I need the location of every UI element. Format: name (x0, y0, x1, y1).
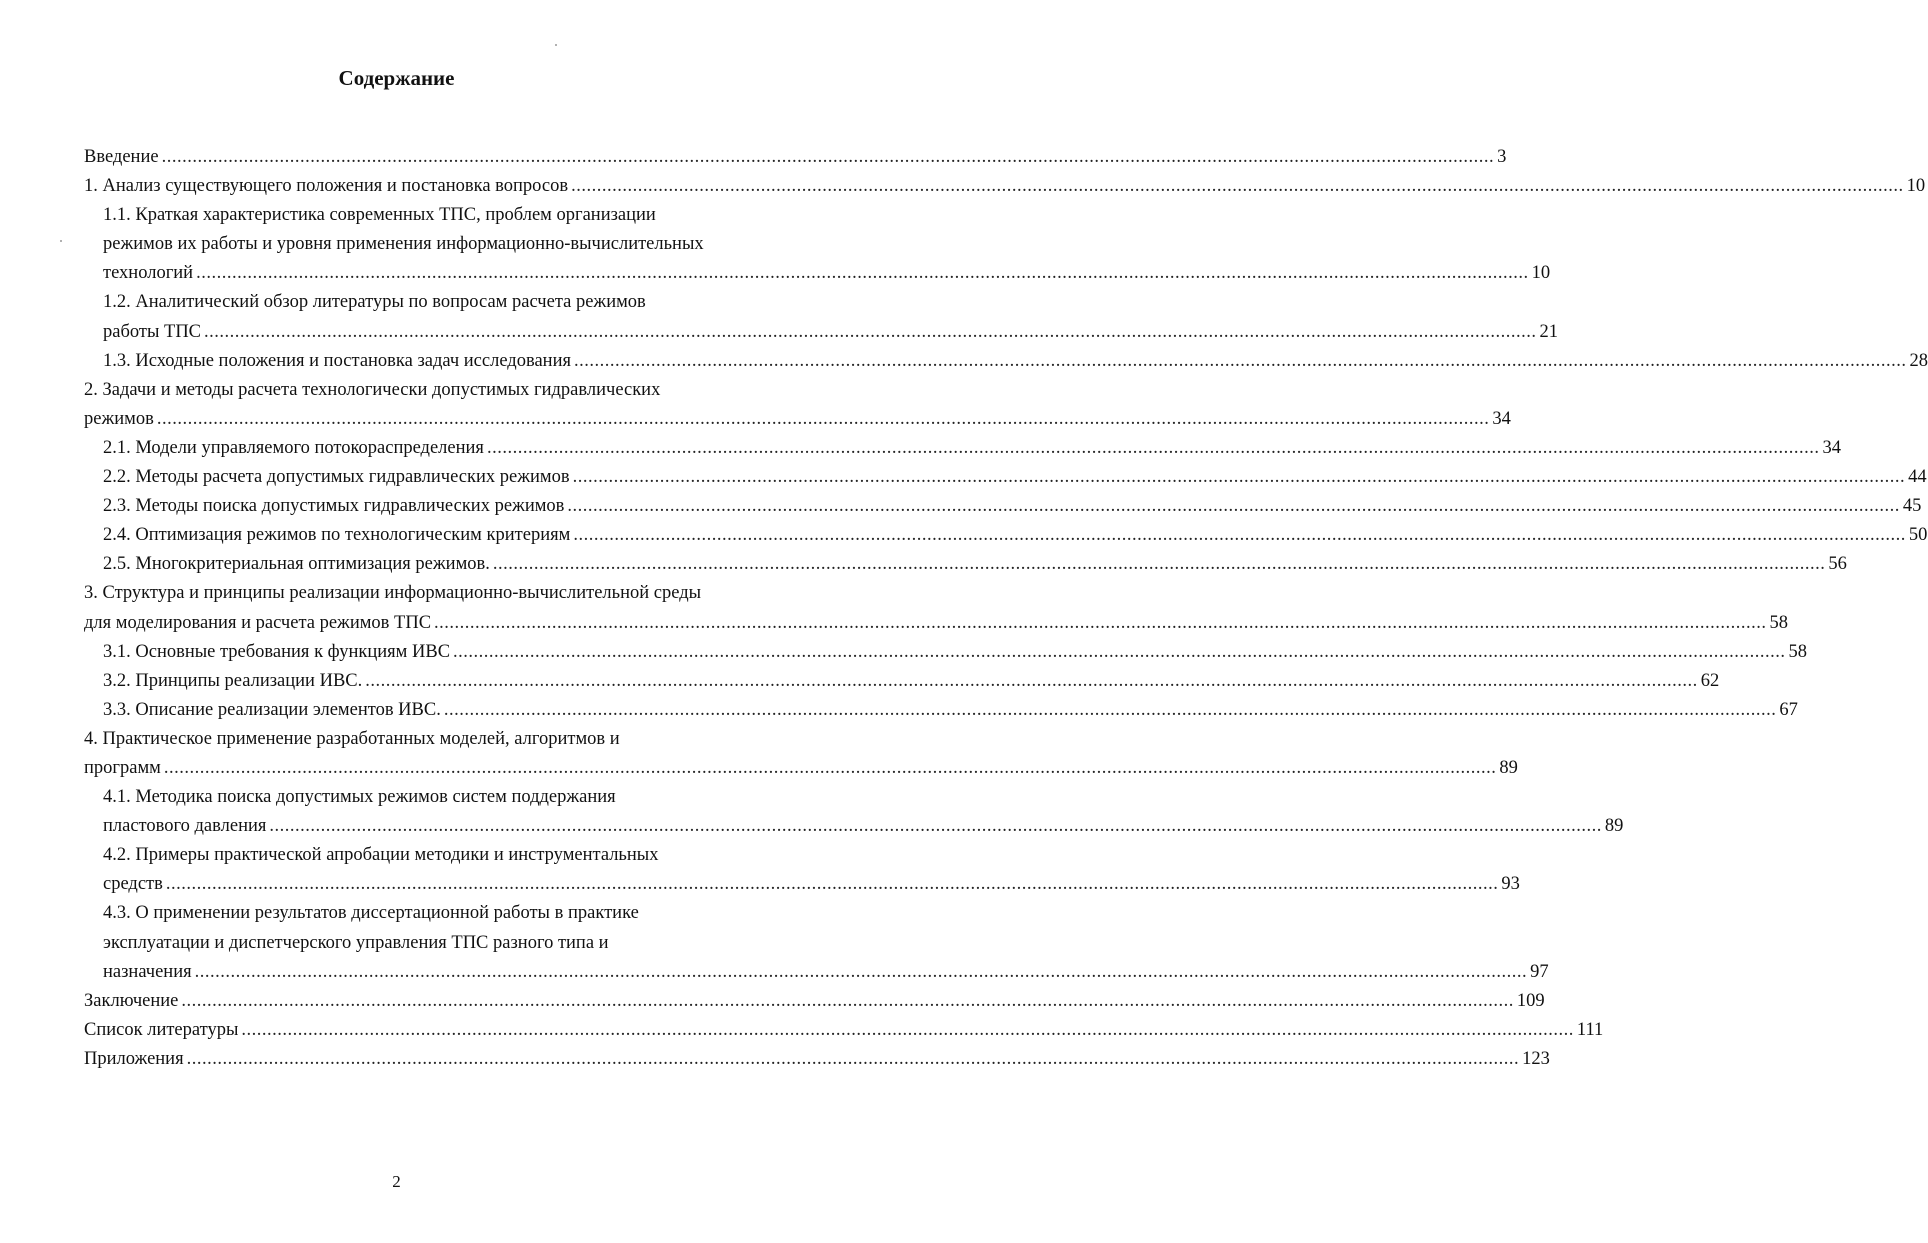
toc-entry (84, 143, 1507, 172)
toc-entry-text: Приложения (84, 1048, 184, 1069)
toc-entry-line (103, 696, 1798, 725)
dot-leader: .................................................................................................................................................................................................................................................................... (573, 350, 1907, 371)
toc-entry-text: 4.3. О применении результатов диссертационной работы в практике (103, 903, 639, 924)
toc-entry-text: 4.1. Методика поиска допустимых режимов систем поддержания (103, 787, 616, 808)
toc-entry-text: работы ТПС (103, 321, 202, 342)
toc-entry-text: 3.1. Основные требования к функциям ИВС (103, 641, 451, 662)
toc-entry (84, 288, 1559, 346)
toc-page-number: 56 (1828, 554, 1847, 575)
toc-entry-text: программ (84, 757, 161, 778)
toc-entry-line (103, 347, 1928, 376)
toc-entry-line (84, 609, 1789, 638)
toc-page-number: 93 (1501, 874, 1520, 895)
dot-leader: .................................................................................................................................................................................................................................................................... (204, 321, 1537, 342)
toc-entry-line (84, 1045, 1550, 1074)
toc-page-number: 89 (1604, 816, 1624, 837)
toc-entry-text: 2.4. Оптимизация режимов по технологическим критериям (103, 525, 571, 546)
toc-entry-text: 1.2. Аналитический обзор литературы по вопросам расчета режимов (103, 292, 646, 313)
toc-entry (84, 347, 1928, 376)
toc-page-number: 89 (1499, 757, 1518, 778)
toc-entry (84, 201, 1551, 288)
toc-entry (84, 987, 1545, 1016)
toc-entry-text: режимов (84, 408, 154, 429)
toc-entry-text: эксплуатации и диспетчерского управления ТПС разного типа и (103, 932, 609, 953)
toc-entry-text: для моделирования и расчета режимов ТПС (84, 612, 432, 633)
toc-entry-line (103, 870, 1520, 899)
dot-leader: .................................................................................................................................................................................................................................................................... (434, 612, 1767, 633)
toc-page-number: 44 (1908, 467, 1927, 488)
toc-entry-line (103, 550, 1847, 579)
toc-page-number: 28 (1909, 350, 1928, 371)
toc-entry-line (103, 667, 1720, 696)
toc-page-number: 10 (1906, 176, 1926, 197)
table-of-contents (84, 143, 1928, 1074)
toc-entry-text: Введение (84, 147, 159, 167)
toc-entry-line (84, 1016, 1604, 1045)
toc-entry (84, 434, 1841, 463)
toc-entry-line (84, 754, 1518, 783)
dot-leader: .................................................................................................................................................................................................................................................................... (453, 641, 1786, 662)
toc-page-number: 58 (1769, 612, 1789, 633)
dot-leader: .................................................................................................................................................................................................................................................................... (196, 263, 1529, 284)
toc-entry-line (84, 987, 1545, 1016)
toc-entry-text: средств (103, 874, 163, 895)
dot-leader: .................................................................................................................................................................................................................................................................... (161, 147, 1495, 167)
toc-entry (84, 899, 1549, 986)
toc-page-number: 45 (1902, 496, 1922, 517)
toc-page-number: 123 (1522, 1048, 1550, 1069)
toc-entry-text: 2.2. Методы расчета допустимых гидравлических режимов (103, 467, 570, 488)
toc-entry-text: 2.5. Многокритериальная оптимизация режимов. (103, 554, 490, 575)
page-title: Содержание (338, 66, 455, 90)
dot-leader: .................................................................................................................................................................................................................................................................... (181, 990, 1514, 1011)
dot-leader: .................................................................................................................................................................................................................................................................... (443, 699, 1777, 720)
scan-speck (555, 44, 557, 46)
toc-entry-text: 4.2. Примеры практической апробации методики и инструментальных (103, 845, 659, 866)
dot-leader: .................................................................................................................................................................................................................................................................... (194, 961, 1528, 982)
toc-page-number: 111 (1576, 1019, 1604, 1040)
toc-entry (84, 463, 1927, 492)
toc-entry-text: 4. Практическое применение разработанных моделей, алгоритмов и (84, 728, 620, 749)
toc-entry-text: 1.3. Исходные положения и постановка задач исследования (103, 350, 571, 371)
toc-entry-text: 3. Структура и принципы реализации информационно-вычислительной среды (84, 583, 702, 604)
toc-entry-line (103, 638, 1808, 667)
toc-entry-line (103, 492, 1922, 521)
toc-entry-text: 3.2. Принципы реализации ИВС. (103, 670, 363, 691)
toc-entry (84, 492, 1922, 521)
dot-leader: .................................................................................................................................................................................................................................................................... (567, 496, 1900, 517)
toc-entry-text: 3.3. Описание реализации элементов ИВС. (103, 699, 441, 720)
toc-entry (84, 696, 1798, 725)
toc-entry-text: Заключение (84, 990, 179, 1011)
dot-leader: .................................................................................................................................................................................................................................................................... (572, 467, 1906, 488)
toc-entry-text: 1.1. Краткая характеристика современных ТПС, проблем организации (103, 205, 656, 226)
toc-entry-text: назначения (103, 961, 192, 982)
toc-entry (84, 1016, 1604, 1045)
scan-speck (60, 240, 62, 242)
toc-page-number: 34 (1492, 408, 1511, 429)
toc-entry (84, 725, 1518, 783)
toc-page-number: 62 (1700, 670, 1720, 691)
toc-page-number: 50 (1908, 525, 1928, 546)
toc-entry-text: 2.3. Методы поиска допустимых гидравлических режимов (103, 496, 565, 517)
toc-page-number: 21 (1539, 321, 1559, 342)
toc-entry-line (103, 318, 1559, 347)
toc-entry-text: 2.1. Модели управляемого потокораспределения (103, 437, 484, 458)
toc-entry-text: 2. Задачи и методы расчета технологически допустимых гидравлических (84, 379, 661, 400)
toc-entry (84, 1045, 1550, 1074)
toc-entry-text: пластового давления (103, 816, 267, 837)
toc-entry-line (103, 958, 1549, 987)
toc-entry (84, 638, 1808, 667)
dot-leader: .................................................................................................................................................................................................................................................................... (163, 757, 1497, 778)
toc-page-number: 3 (1497, 147, 1507, 167)
toc-page-number: 10 (1531, 263, 1551, 284)
dot-leader: .................................................................................................................................................................................................................................................................... (365, 670, 1698, 691)
toc-entry (84, 841, 1520, 899)
dot-leader: .................................................................................................................................................................................................................................................................... (486, 437, 1820, 458)
toc-entry-line (103, 463, 1927, 492)
dot-leader: .................................................................................................................................................................................................................................................................... (571, 176, 1904, 197)
toc-entry (84, 550, 1847, 579)
toc-entry-line (84, 172, 1926, 201)
toc-entry (84, 172, 1926, 201)
dot-leader: .................................................................................................................................................................................................................................................................... (241, 1019, 1574, 1040)
toc-entry-line (84, 143, 1507, 172)
dot-leader: .................................................................................................................................................................................................................................................................... (492, 554, 1826, 575)
toc-entry-text: режимов их работы и уровня применения информационно-вычислительных (103, 234, 704, 255)
toc-page-number: 58 (1788, 641, 1808, 662)
toc-entry (84, 667, 1720, 696)
dot-leader: .................................................................................................................................................................................................................................................................... (156, 408, 1490, 429)
toc-page-number: 34 (1822, 437, 1841, 458)
toc-entry-line (103, 521, 1928, 550)
toc-page-number: 109 (1516, 990, 1545, 1011)
toc-entry-text: 1. Анализ существующего положения и постановка вопросов (84, 176, 569, 197)
toc-entry-line (84, 405, 1511, 434)
toc-page-number: 97 (1530, 961, 1549, 982)
dot-leader: .................................................................................................................................................................................................................................................................... (573, 525, 1906, 546)
dot-leader: .................................................................................................................................................................................................................................................................... (269, 816, 1602, 837)
dot-leader: .................................................................................................................................................................................................................................................................... (165, 874, 1499, 895)
toc-entry-line (103, 434, 1841, 463)
toc-entry (84, 376, 1511, 434)
toc-entry (84, 579, 1789, 637)
toc-entry-text: Список литературы (84, 1019, 239, 1040)
toc-entry (84, 783, 1624, 841)
page-number: 2 (392, 1172, 401, 1191)
toc-entry (84, 521, 1928, 550)
toc-entry-line (103, 259, 1551, 288)
toc-entry-text: технологий (103, 263, 194, 284)
toc-entry-line (103, 812, 1624, 841)
toc-page-number: 67 (1779, 699, 1798, 720)
dot-leader: .................................................................................................................................................................................................................................................................... (186, 1048, 1520, 1069)
